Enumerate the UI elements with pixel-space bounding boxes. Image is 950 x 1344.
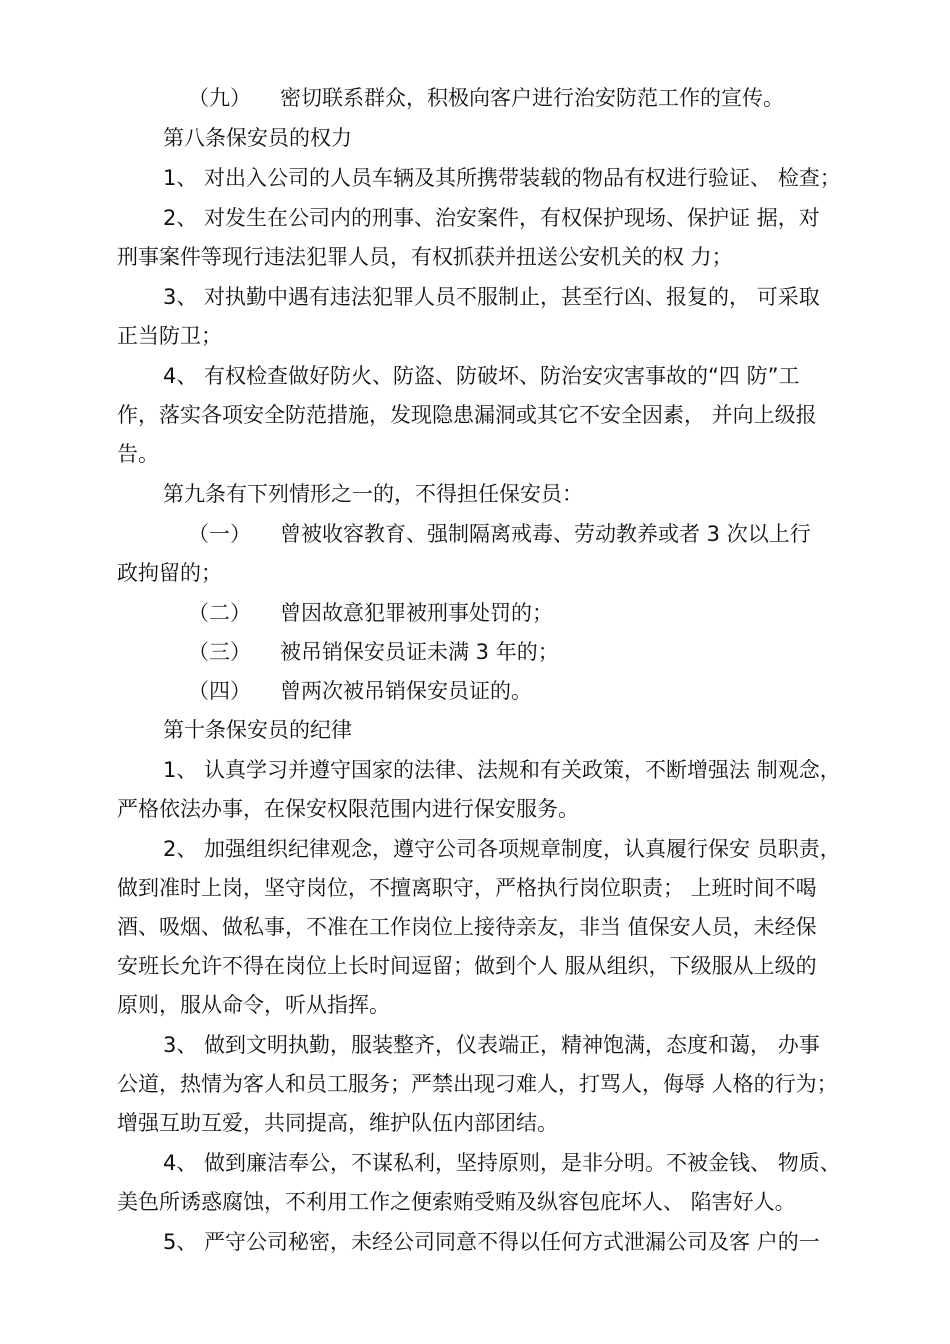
article-10-item-3-line-1: 3、 做到文明执勤，服装整齐，仪表端正，精神饱满，态度和蔼， 办事: [163, 1033, 820, 1057]
article-10-item-1-line-1: 1、 认真学习并遵守国家的法律、法规和有关政策，不断增强法 制观念，: [163, 758, 841, 782]
article-10-item-4-line-1: 4、 做到廉洁奉公，不谋私利，坚持原则，是非分明。不被金钱、 物质、: [163, 1151, 841, 1175]
article-10-item-2-line-4: 安班长允许不得在岗位上长时间逗留；做到个人 服从组织，下级服从上级的: [117, 954, 817, 978]
clause-9-line: [117, 84, 837, 112]
clause-label: （三）: [188, 640, 251, 664]
clause-text: 曾两次被吊销保安员证的。: [280, 679, 532, 703]
article-8-item-4-line-1: 4、 有权检查做好防火、防盗、防破坏、防治安灾害事故的“四 防”工: [163, 364, 800, 388]
article-8-item-1: 1、 对出入公司的人员车辆及其所携带装载的物品有权进行验证、 检查；: [163, 166, 841, 190]
article-10-item-2-line-5: 原则，服从命令，听从指挥。: [117, 993, 390, 1017]
article-10-heading: 第十条保安员的纪律: [163, 718, 352, 742]
article-9-item-1-line-2: 政拘留的；: [117, 561, 222, 585]
clause-text: 密切联系群众，积极向客户进行治安防范工作的宣传。: [280, 86, 784, 110]
clause-text: 曾被收容教育、强制隔离戒毒、劳动教养或者 3 次以上行: [280, 522, 811, 546]
article-10-item-4-line-2: 美色所诱惑腐蚀，不利用工作之便索贿受贿及纵容包庇坏人、 陷害好人。: [117, 1190, 796, 1214]
article-8-item-4-line-2: 作，落实各项安全防范措施，发现隐患漏洞或其它不安全因素， 并向上级报: [117, 403, 817, 427]
article-10-item-1-line-2: 严格依法办事，在保安权限范围内进行保安服务。: [117, 797, 579, 821]
clause-text: 被吊销保安员证未满 3 年的；: [280, 640, 559, 664]
article-10-item-2-line-2: 做到准时上岗，坚守岗位，不擅离职守，严格执行岗位职责； 上班时间不喝: [117, 876, 817, 900]
clause-label: （一）: [188, 522, 251, 546]
article-9-item-4: [117, 677, 837, 705]
clause-label: （二）: [188, 601, 251, 625]
clause-label: （四）: [188, 679, 251, 703]
article-8-item-3-line-2: 正当防卫；: [117, 324, 222, 348]
article-10-item-3-line-2: 公道，热情为客人和员工服务；严禁出现刁难人，打骂人，侮辱 人格的行为；: [117, 1072, 838, 1096]
article-10-item-2-line-3: 酒、吸烟、做私事，不准在工作岗位上接待亲友，非当 值保安人员，未经保: [117, 915, 817, 939]
article-10-item-5-line-1: 5、 严守公司秘密，未经公司同意不得以任何方式泄漏公司及客 户的一: [163, 1230, 820, 1254]
article-8-item-2-line-1: 2、 对发生在公司内的刑事、治安案件，有权保护现场、保护证 据，对: [163, 206, 820, 230]
article-9-item-2: [117, 599, 837, 627]
article-8-item-4-line-3: 告。: [117, 442, 159, 466]
clause-text: 曾因故意犯罪被刑事处罚的；: [280, 601, 553, 625]
article-10-item-3-line-3: 增强互助互爱，共同提高，维护队伍内部团结。: [117, 1111, 558, 1135]
article-8-item-2-line-2: 刑事案件等现行违法犯罪人员，有权抓获并扭送公安机关的权 力；: [117, 245, 733, 269]
clause-label: （九）: [188, 86, 251, 110]
article-10-item-2-line-1: 2、 加强组织纪律观念，遵守公司各项规章制度，认真履行保安 员职责，: [163, 837, 841, 861]
article-8-item-3-line-1: 3、 对执勤中遇有违法犯罪人员不服制止，甚至行凶、报复的， 可采取: [163, 285, 820, 309]
article-8-heading: 第八条保安员的权力: [163, 126, 352, 150]
article-9-item-1-line-1: [117, 520, 837, 548]
article-9-item-3: [117, 638, 837, 666]
article-9-heading: 第九条有下列情形之一的，不得担任保安员：: [163, 482, 583, 506]
